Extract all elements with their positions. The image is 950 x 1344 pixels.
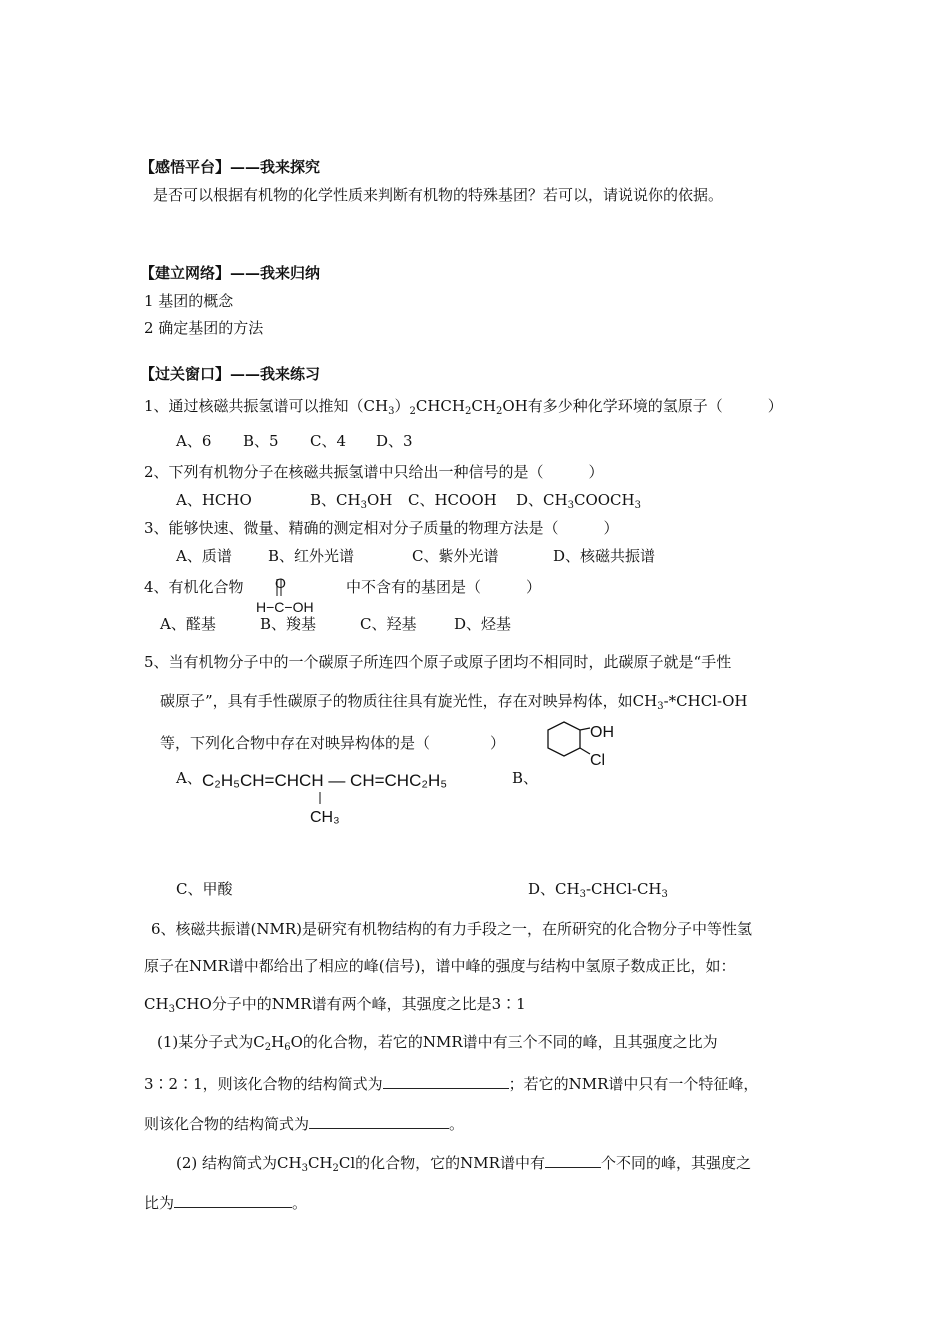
q5-line1: 5、当有机物分子中的一个碳原子所连四个原子或原子团均不相同时，此碳原子就是“手性 bbox=[144, 653, 732, 671]
network-item-2: 2 确定基团的方法 bbox=[144, 319, 264, 337]
struct-main-chain: H−C−OH bbox=[256, 599, 314, 615]
section-practice-title: 【过关窗口】——我来练习 bbox=[140, 365, 321, 383]
q1-option-a: A、6 bbox=[176, 432, 212, 450]
q5-option-b-label: B、 bbox=[512, 769, 539, 787]
q3-option-b: B、红外光谱 bbox=[268, 547, 355, 565]
q2-stem: 2、下列有机物分子在核磁共振氢谱中只给出一种信号的是（ ） bbox=[144, 463, 604, 481]
q3-stem: 3、能够快速、微量、精确的测定相对分子质量的物理方法是（ ） bbox=[144, 519, 619, 537]
q3-option-d: D、核磁共振谱 bbox=[553, 547, 656, 565]
q6-p2-line1: (1)某分子式为$C_2H_6O$的化合物，若它的NMR谱中有三个不同的峰，且其强度之比为 bbox=[157, 1033, 718, 1053]
answer-blank-4[interactable] bbox=[174, 1193, 292, 1208]
section-feel-text: 是否可以根据有机物的化学性质来判断有机物的特殊基团？若可以，请说说你的依据。 bbox=[153, 186, 724, 204]
q6-p3-line2: 比为 。 bbox=[144, 1194, 308, 1212]
q4-option-a: A、醛基 bbox=[160, 615, 216, 633]
cyclohexane-ring bbox=[548, 722, 580, 756]
bond-oh bbox=[580, 728, 590, 730]
section-network-title: 【建立网络】——我来归纳 bbox=[140, 264, 321, 282]
q5-option-a-branch: CH₃ bbox=[310, 809, 340, 826]
q1-option-b: B、5 bbox=[243, 432, 279, 450]
q2-option-a: A、HCHO bbox=[176, 491, 252, 509]
q5-option-a-formula: C₂H₅CH=CHCH — CH=CHC₂H₅ bbox=[202, 771, 448, 790]
q2-option-c: C、HCOOH bbox=[408, 491, 497, 509]
q5-line2: 碳原子”，具有手性碳原子的物质往往具有旋光性，存在对映异构体，如$CH_3-*CHCl-OH$ bbox=[160, 692, 748, 712]
q1-stem: 1、通过核磁共振氢谱可以推知$(CH_3)_2CHCH_2CH_2OH$有多少种化学环境的氢原子（ ） bbox=[144, 397, 783, 417]
q6-p1-line2: 原子在NMR谱中都给出了相应的峰(信号)，谱中峰的强度与结构中氢原子数成正比，如： bbox=[144, 957, 736, 975]
network-item-1: 1 基团的概念 bbox=[144, 292, 234, 310]
q5-option-a-structure bbox=[200, 764, 490, 826]
bond-cl bbox=[580, 748, 590, 754]
q2-option-d: D、$CH_3COOCH_3$ bbox=[516, 491, 641, 511]
q4-option-b: B、羧基 bbox=[260, 615, 317, 633]
q2-option-b: B、$CH_3OH$ bbox=[310, 491, 393, 511]
chlorocyclohexanol-structure bbox=[544, 718, 624, 778]
q1-option-d: D、3 bbox=[376, 432, 413, 450]
q6-p1-line3: $CH_3CHO$分子中的NMR谱有两个峰，其强度之比是3∶1 bbox=[144, 995, 526, 1015]
q4-option-d: D、烃基 bbox=[454, 615, 512, 633]
q4-stem-b: 中不含有的基团是（ ） bbox=[346, 578, 542, 596]
q6-p1-line1: 6、核磁共振谱(NMR)是研究有机物结构的有力手段之一，在所研究的化合物分子中等性氢 bbox=[151, 920, 753, 938]
q3-option-c: C、紫外光谱 bbox=[412, 547, 499, 565]
answer-blank-2[interactable] bbox=[309, 1114, 449, 1129]
answer-blank-3[interactable] bbox=[545, 1153, 601, 1168]
ring-cl-label: Cl bbox=[590, 752, 606, 769]
q4-option-c: C、羟基 bbox=[360, 615, 417, 633]
q6-p2-line3: 则该化合物的结构简式为 。 bbox=[144, 1115, 465, 1133]
formic-acid-structure bbox=[254, 572, 334, 616]
q3-option-a: A、质谱 bbox=[176, 547, 232, 565]
q6-p2-line2: 3∶2∶1，则该化合物的结构简式为 ；若它的NMR谱中只有一个特征峰， bbox=[144, 1075, 759, 1093]
answer-blank-1[interactable] bbox=[383, 1074, 509, 1089]
struct-oxygen: O bbox=[275, 575, 286, 591]
q5-option-d: D、$CH_3-CHCl-CH_3$ bbox=[528, 880, 668, 900]
q6-p3-line1: (2) 结构简式为$CH_3CH_2Cl$的化合物，它的NMR谱中有 个不同的峰，其强度之 bbox=[176, 1154, 751, 1174]
q4-stem-a: 4、有机化合物 bbox=[144, 578, 244, 596]
q1-option-c: C、4 bbox=[310, 432, 347, 450]
section-feel-title: 【感悟平台】——我来探究 bbox=[140, 158, 321, 176]
q5-line3: 等，下列化合物中存在对映异构体的是（ ） bbox=[160, 734, 506, 752]
q5-option-c: C、甲酸 bbox=[176, 880, 233, 898]
q5-option-a-label: A、 bbox=[176, 769, 202, 787]
ring-oh-label: OH bbox=[590, 724, 614, 741]
